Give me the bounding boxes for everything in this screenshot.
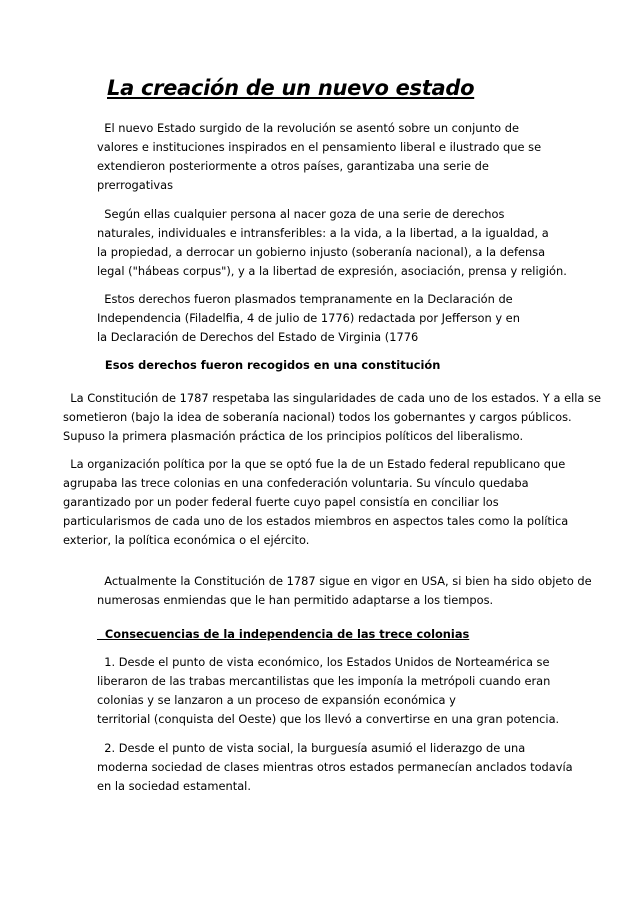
paragraph-line: territorial (conquista del Oeste) que los llevó a convertirse en una gran potencia. [97, 712, 560, 726]
section-heading-constitucion: Esos derechos fueron recogidos en una constitución [97, 358, 441, 372]
paragraph-line: Supuso la primera plasmación práctica de los principios políticos del liberalismo. [63, 429, 524, 443]
paragraph-7 [97, 653, 617, 729]
paragraph-line: sometieron (bajo la idea de soberanía nacional) todos los gobernantes y cargos públicos. [63, 410, 572, 424]
paragraph-3 [97, 290, 617, 347]
paragraph-line: garantizado por un poder federal fuerte cuyo papel consistía en conciliar los [63, 495, 499, 509]
paragraph-line: la propiedad, a derrocar un gobierno injusto (soberanía nacional), a la defensa [97, 245, 546, 259]
paragraph-line: agrupaba las trece colonias en una confederación voluntaria. Su vínculo quedaba [63, 476, 529, 490]
paragraph-line: Actualmente la Constitución de 1787 sigue en vigor en USA, si bien ha sido objeto de [97, 574, 592, 588]
paragraph-line: moderna sociedad de clases mientras otros estados permanecían anclados todavía [97, 760, 573, 774]
paragraph-4 [63, 389, 623, 446]
paragraph-line: numerosas enmiendas que le han permitido adaptarse a los tiempos. [97, 593, 494, 607]
paragraph-line: particularismos de cada uno de los estados miembros en aspectos tales como la política [63, 514, 569, 528]
paragraph-line: 2. Desde el punto de vista social, la burguesía asumió el liderazgo de una [97, 741, 526, 755]
paragraph-line: El nuevo Estado surgido de la revolución se asentó sobre un conjunto de [97, 121, 520, 135]
section-heading-consecuencias: Consecuencias de la independencia de las trece colonias [97, 627, 470, 641]
paragraph-line: colonias y se lanzaron a un proceso de expansión económica y [97, 693, 456, 707]
paragraph-line: prerrogativas [97, 178, 174, 192]
paragraph-6 [97, 572, 617, 610]
paragraph-line: la Declaración de Derechos del Estado de Virginia (1776 [97, 330, 419, 344]
paragraph-line: 1. Desde el punto de vista económico, los Estados Unidos de Norteamérica se [97, 655, 550, 669]
paragraph-line: Estos derechos fueron plasmados tempranamente en la Declaración de [97, 292, 513, 306]
paragraph-line: Independencia (Filadelfia, 4 de julio de 1776) redactada por Jefferson y en [97, 311, 520, 325]
paragraph-1 [97, 119, 617, 195]
paragraph-line: legal ("hábeas corpus"), y a la libertad de expresión, asociación, prensa y religión. [97, 264, 567, 278]
paragraph-line: La organización política por la que se optó fue la de un Estado federal republicano que [63, 457, 566, 471]
paragraph-line: exterior, la política económica o el ejército. [63, 533, 310, 547]
paragraph-line: Según ellas cualquier persona al nacer goza de una serie de derechos [97, 207, 505, 221]
paragraph-line: naturales, individuales e intransferibles: a la vida, a la libertad, a la igualdad, a [97, 226, 549, 240]
paragraph-line: en la sociedad estamental. [97, 779, 251, 793]
paragraph-8 [97, 739, 617, 796]
paragraph-line: La Constitución de 1787 respetaba las singularidades de cada uno de los estados. Y a ella se [63, 391, 601, 405]
paragraph-2 [97, 205, 617, 281]
page-title: La creación de un nuevo estado [107, 76, 475, 100]
paragraph-line: extendieron posteriormente a otros países, garantizaba una serie de [97, 159, 489, 173]
paragraph-line: valores e instituciones inspirados en el pensamiento liberal e ilustrado que se [97, 140, 542, 154]
paragraph-line: liberaron de las trabas mercantilistas que les imponía la metrópoli cuando eran [97, 674, 551, 688]
paragraph-5 [63, 455, 623, 550]
